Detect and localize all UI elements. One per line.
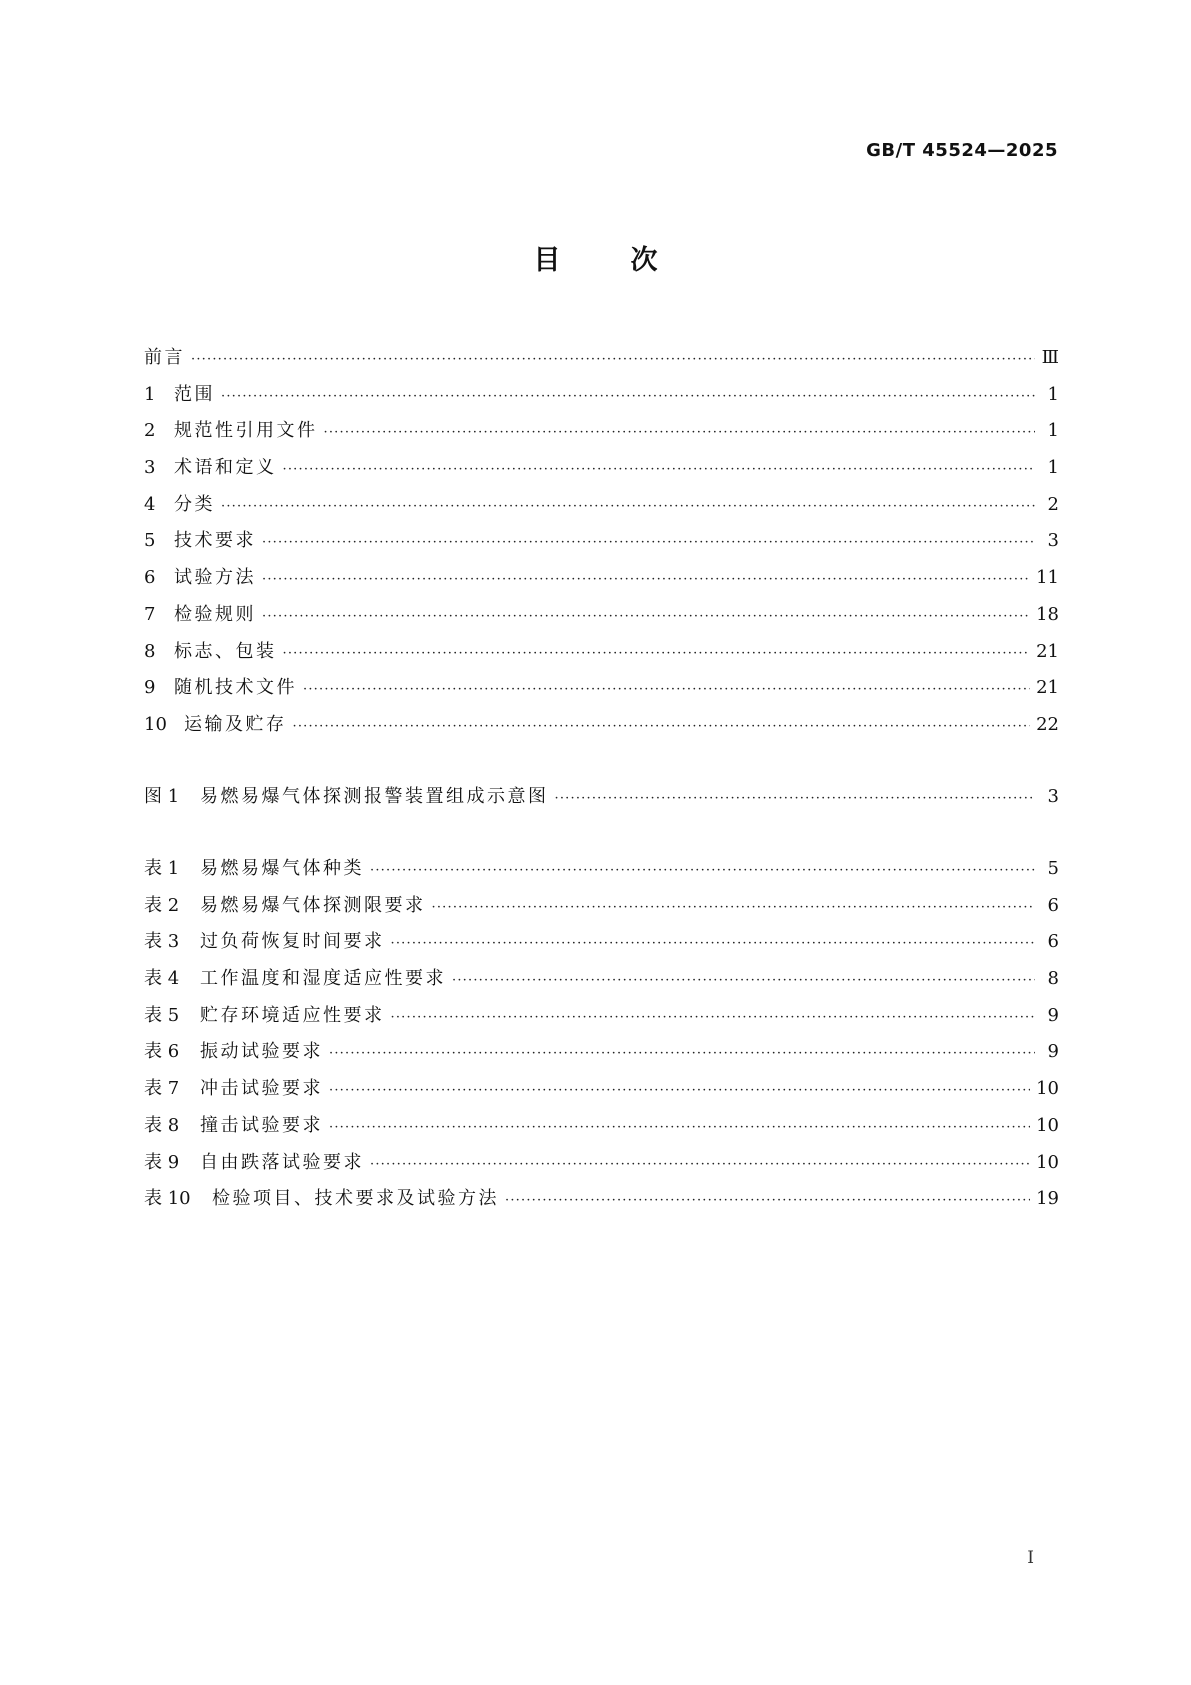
toc-entry-title: 易燃易爆气体种类 — [200, 858, 364, 879]
toc-entry-page: 11 — [1036, 567, 1059, 589]
toc-entry-title: 贮存环境适应性要求 — [200, 1004, 385, 1026]
toc-entry-title: 前言 — [144, 347, 185, 368]
dot-leader — [370, 853, 1035, 890]
toc-entry-page: 1 — [1047, 383, 1059, 405]
toc-entry-table-1[interactable] — [144, 851, 1059, 888]
toc-entry-table-4[interactable] — [144, 961, 1059, 998]
dot-leader — [191, 342, 1035, 379]
toc-entry-table-10[interactable] — [144, 1181, 1059, 1218]
toc-entry-number: 10 — [144, 713, 167, 735]
dot-leader — [432, 890, 1036, 927]
toc-entry-foreword[interactable] — [144, 340, 1059, 377]
toc-entry-section-6[interactable] — [144, 560, 1059, 597]
toc-entry-page: 3 — [1047, 786, 1059, 807]
toc-entry-page: 19 — [1036, 1188, 1059, 1210]
dot-leader — [283, 636, 1031, 673]
dot-leader — [221, 489, 1035, 526]
toc-entry-title: 分类 — [174, 493, 215, 515]
dot-leader — [303, 672, 1030, 709]
toc-entry-number: 9 — [144, 677, 156, 699]
toc-entry-title: 检验项目、技术要求及试验方法 — [212, 1188, 499, 1210]
toc-entry-page: 21 — [1036, 640, 1059, 662]
toc-entry-page: Ⅲ — [1041, 347, 1059, 368]
toc-entry-section-9[interactable] — [144, 670, 1059, 707]
toc-entry-section-2[interactable] — [144, 413, 1059, 450]
toc-entry-number: 表 6 — [144, 1041, 180, 1063]
toc-entry-page: 21 — [1036, 677, 1059, 699]
toc-entry-title: 标志、包装 — [174, 640, 277, 662]
page-title: 目次 — [533, 245, 728, 276]
dot-leader — [452, 963, 1035, 1000]
toc-entry-section-8[interactable] — [144, 634, 1059, 671]
toc-entry-table-3[interactable] — [144, 924, 1059, 961]
toc-entry-title: 过负荷恢复时间要求 — [200, 931, 385, 953]
toc-entry-title: 规范性引用文件 — [174, 420, 318, 442]
toc-entry-table-5[interactable] — [144, 998, 1059, 1035]
dot-leader — [324, 415, 1036, 452]
dot-leader — [555, 781, 1036, 818]
dot-leader — [370, 1147, 1030, 1184]
dot-leader — [329, 1110, 1030, 1147]
toc-entry-title: 技术要求 — [174, 530, 256, 552]
toc-entry-page: 10 — [1036, 1151, 1059, 1173]
toc-entry-number: 表 10 — [144, 1188, 191, 1210]
dot-leader — [262, 525, 1035, 562]
toc-entry-section-5[interactable] — [144, 523, 1059, 560]
dot-leader — [391, 926, 1036, 963]
toc-entry-number: 表 3 — [144, 931, 180, 953]
toc-entry-section-7[interactable] — [144, 597, 1059, 634]
dot-leader — [262, 599, 1030, 636]
dot-leader — [262, 562, 1030, 599]
dot-leader — [283, 452, 1036, 489]
toc-entry-title: 振动试验要求 — [200, 1041, 323, 1063]
toc-entry-title: 运输及贮存 — [184, 713, 287, 735]
toc-entry-number: 表 5 — [144, 1004, 180, 1026]
toc-entry-page: 18 — [1036, 603, 1059, 625]
toc-entry-title: 易燃易爆气体探测限要求 — [200, 894, 426, 916]
toc-entry-section-1[interactable] — [144, 377, 1059, 414]
toc-entry-number: 表 2 — [144, 894, 180, 916]
toc-entry-page: 2 — [1047, 493, 1059, 515]
toc-entry-number: 6 — [144, 567, 156, 589]
toc-entry-page: 10 — [1036, 1114, 1059, 1136]
dot-leader — [391, 1000, 1036, 1037]
toc-entry-page: 6 — [1047, 894, 1059, 916]
toc-entry-number: 表 9 — [144, 1151, 180, 1173]
toc-entry-page: 6 — [1047, 931, 1059, 953]
toc-entry-section-3[interactable] — [144, 450, 1059, 487]
toc-entry-number: 表 8 — [144, 1114, 180, 1136]
toc-entry-number: 表 1 — [144, 858, 180, 879]
page-number: I — [1027, 1548, 1034, 1568]
toc-entry-title: 范围 — [174, 383, 215, 405]
toc-entry-title: 术语和定义 — [174, 457, 277, 479]
toc-entry-table-6[interactable] — [144, 1034, 1059, 1071]
toc-entry-title: 检验规则 — [174, 603, 256, 625]
dot-leader — [329, 1073, 1030, 1110]
dot-leader — [293, 709, 1031, 746]
toc-entry-number: 表 7 — [144, 1078, 180, 1100]
toc-entry-title: 自由跌落试验要求 — [200, 1151, 364, 1173]
dot-leader — [329, 1036, 1035, 1073]
toc-entry-page: 8 — [1047, 968, 1059, 990]
toc-entry-number: 5 — [144, 530, 156, 552]
toc-entry-title: 撞击试验要求 — [200, 1114, 323, 1136]
toc-entry-section-4[interactable] — [144, 487, 1059, 524]
toc-entry-page: 9 — [1047, 1004, 1059, 1026]
toc-entry-page: 22 — [1036, 713, 1059, 735]
toc-entry-number: 表 4 — [144, 968, 180, 990]
toc-entry-title: 随机技术文件 — [174, 677, 297, 699]
dot-leader — [505, 1183, 1030, 1220]
toc-entry-number: 1 — [144, 383, 156, 405]
dot-leader — [221, 379, 1035, 416]
toc-entry-title: 易燃易爆气体探测报警装置组成示意图 — [200, 786, 549, 807]
toc-entry-page: 1 — [1047, 457, 1059, 479]
toc-entry-title: 冲击试验要求 — [200, 1078, 323, 1100]
toc-tables — [144, 851, 1059, 1218]
toc-entry-page: 3 — [1047, 530, 1059, 552]
toc-entry-table-2[interactable] — [144, 888, 1059, 925]
toc-entry-number: 8 — [144, 640, 156, 662]
toc-entry-table-9[interactable] — [144, 1145, 1059, 1182]
toc-figures — [144, 779, 1059, 816]
toc-entry-table-8[interactable] — [144, 1108, 1059, 1145]
toc-entry-title: 试验方法 — [174, 567, 256, 589]
toc-entry-page: 1 — [1047, 420, 1059, 442]
toc-sections — [144, 340, 1059, 744]
toc-entry-section-10[interactable] — [144, 707, 1059, 744]
standard-code: GB/T 45524—2025 — [866, 140, 1058, 161]
toc-entry-table-7[interactable] — [144, 1071, 1059, 1108]
toc-entry-page: 5 — [1047, 858, 1059, 879]
toc-entry-number: 3 — [144, 457, 156, 479]
toc-entry-number: 4 — [144, 493, 156, 515]
toc-entry-number: 7 — [144, 603, 156, 625]
toc-entry-number: 图 1 — [144, 786, 180, 807]
toc-entry-figure-1[interactable] — [144, 779, 1059, 816]
toc-entry-page: 10 — [1036, 1078, 1059, 1100]
toc-entry-number: 2 — [144, 420, 156, 442]
toc-entry-page: 9 — [1047, 1041, 1059, 1063]
toc-entry-title: 工作温度和湿度适应性要求 — [200, 968, 446, 990]
